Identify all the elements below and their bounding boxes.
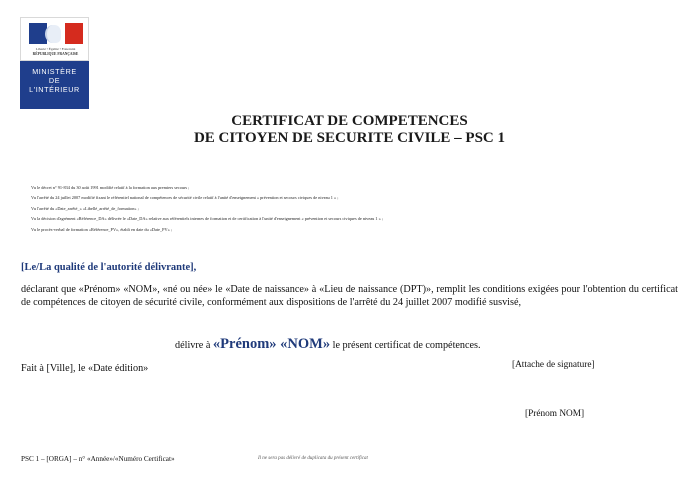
ministry-line: MINISTÈRE bbox=[32, 67, 77, 76]
place-date: Fait à [Ville], le «Date édition» bbox=[21, 363, 149, 374]
reference-line: Vu le décret n° 91-834 du 30 août 1991 modifié relatif à la formation aux premiers secours ; bbox=[31, 185, 190, 190]
french-flag-icon bbox=[29, 23, 83, 44]
delivery-statement bbox=[175, 336, 481, 354]
reference-line: Vu l'arrêté du «Date_arrêté_» «Libellé_arrêté_de_formation» ; bbox=[31, 205, 139, 211]
marianne-emblem bbox=[20, 17, 89, 61]
ministry-name bbox=[20, 67, 89, 94]
declaration-paragraph: déclarant que «Prénom» «NOM», «né ou née» le «Date de naissance» à «Lieu de naissance (DPT)», remplit les conditions exigées pour l'obtention du certificat de compétences de citoyen de sécurité civile, conformément aux dispositions de l'arrêté du 24 juillet 2007 modifié susvisé, bbox=[21, 284, 678, 308]
reference-line: Vu le procès-verbal de formation «Référence_PV», établi en date du «Date_PV» ; bbox=[31, 226, 173, 232]
delivery-prefix: délivre à bbox=[175, 340, 213, 351]
certificate-reference: PSC 1 – [ORGA] – n° «Année»/«Numéro Certificat» bbox=[21, 455, 175, 463]
signatory-name: [Prénom NOM] bbox=[525, 409, 585, 419]
legal-references bbox=[31, 183, 671, 235]
signature-attachment: [Attache de signature] bbox=[512, 360, 595, 370]
ministry-line: DE bbox=[48, 76, 61, 85]
logo-republic: RÉPUBLIQUE FRANÇAISE bbox=[32, 52, 79, 56]
ministry-logo bbox=[20, 17, 89, 109]
delivery-suffix: le présent certificat de compétences. bbox=[330, 340, 481, 351]
duplicate-note: Il ne sera pas délivré de duplicata du présent certificat bbox=[258, 456, 368, 461]
reference-line: Vu la décision d'agrément «Référence_DA» délivrée le «Date_DA» relative aux référentiels internes de formation et de certification à l'unité d'enseignement « prévention et secours civiques de niveau 1 » ; bbox=[31, 216, 384, 222]
reference-line: Vu l'arrêté du 24 juillet 2007 modifié fixant le référentiel national de compétences de sécurité civile relatif à l'unité d'enseignement « prévention et secours civiques de niveau 1 » ; bbox=[31, 195, 339, 201]
ministry-line: L'INTÉRIEUR bbox=[29, 85, 80, 94]
issuing-authority: [Le/La qualité de l'autorité délivrante], bbox=[21, 262, 197, 273]
certificate-title-line2: DE CITOYEN DE SECURITE CIVILE – PSC 1 bbox=[193, 130, 506, 146]
logo-motto: Liberté • Égalité • Fraternité bbox=[35, 47, 76, 51]
holder-name: «Prénom» «NOM» bbox=[212, 336, 331, 352]
certificate-title-line1: CERTIFICAT DE COMPETENCES bbox=[231, 113, 468, 129]
